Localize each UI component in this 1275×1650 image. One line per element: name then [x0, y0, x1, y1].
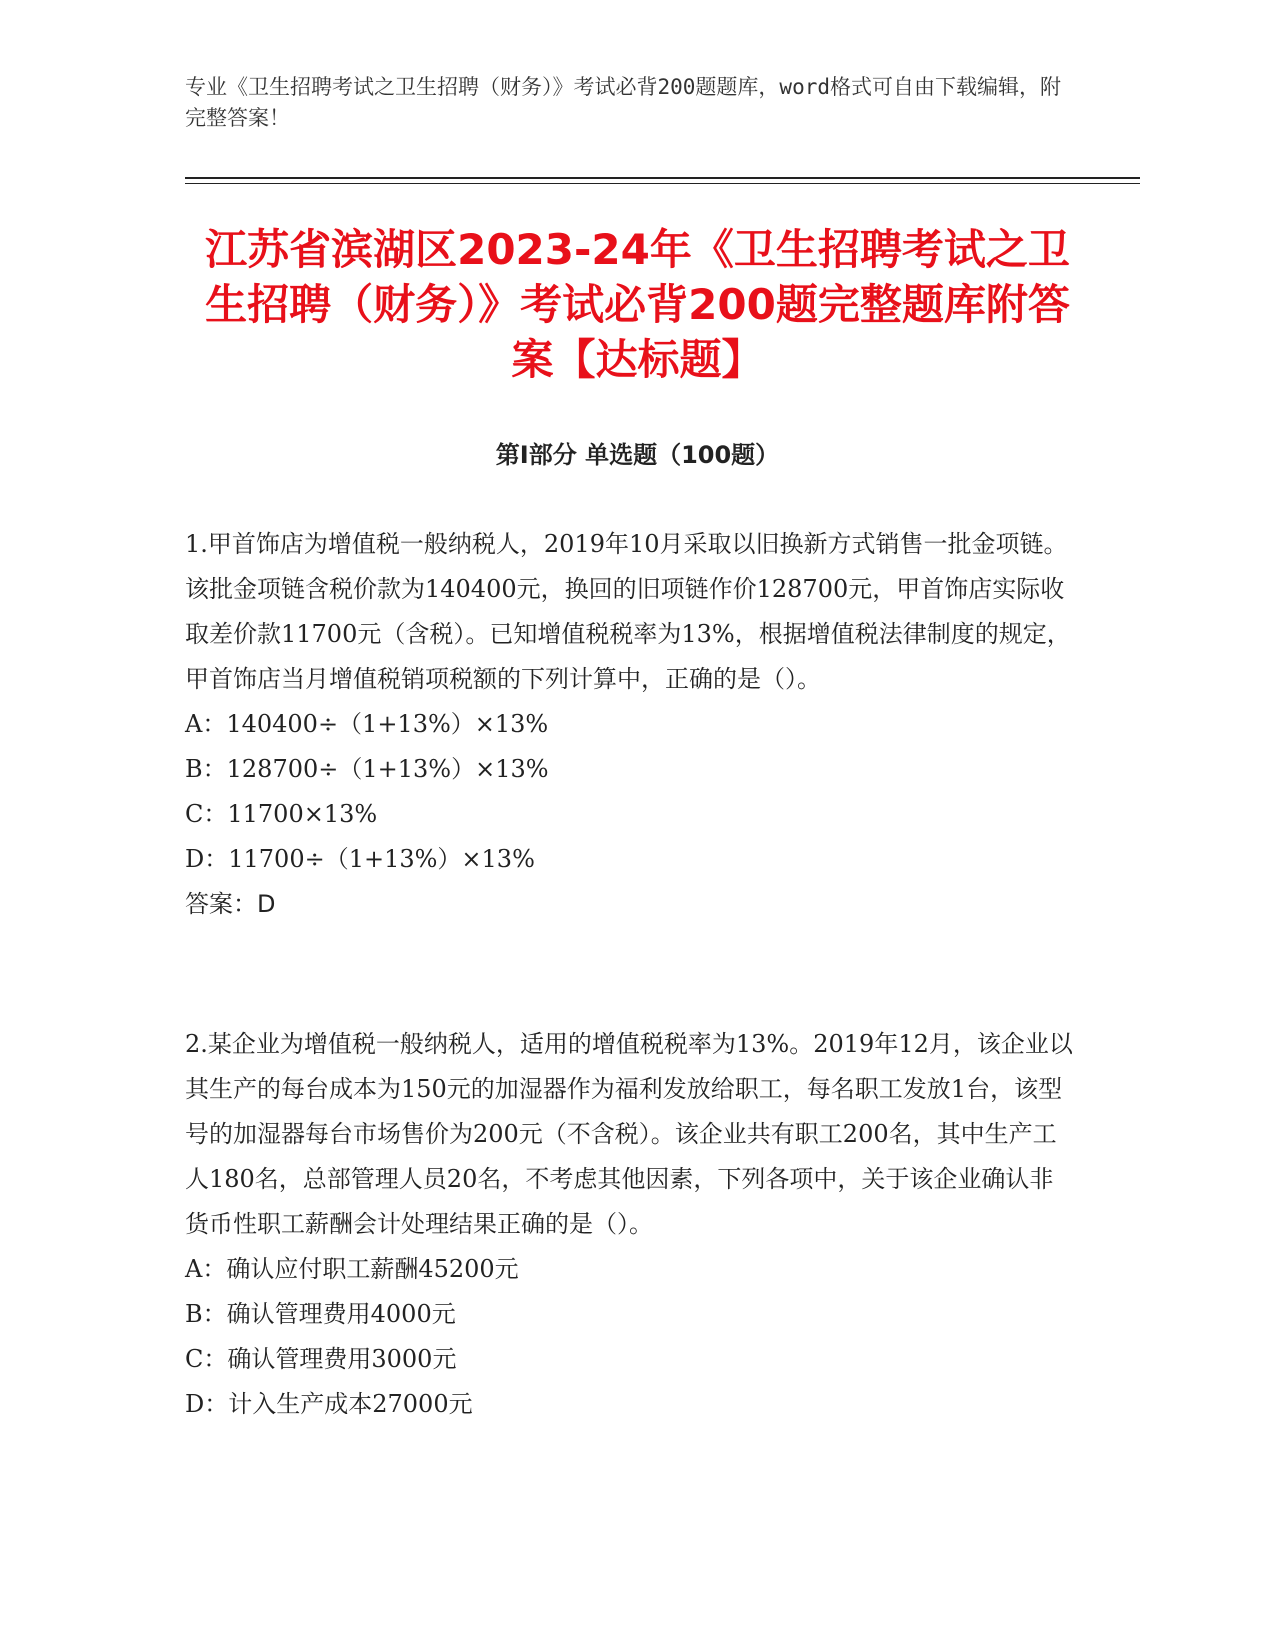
- option-a: A：140400÷（1+13%）×13%: [185, 710, 549, 738]
- header-divider: [185, 177, 1140, 179]
- option-b: B：128700÷（1+13%）×13%: [185, 755, 549, 783]
- section-title: 第I部分 单选题（100题）: [495, 441, 780, 469]
- option-d: D：计入生产成本27000元: [185, 1390, 473, 1418]
- document-title: 江苏省滨湖区2023-24年《卫生招聘考试之卫生招聘（财务）》考试必背200题完整题库附答案【达标题】: [205, 225, 1070, 384]
- option-a: A：确认应付职工薪酬45200元: [185, 1255, 519, 1283]
- option-b: B：确认管理费用4000元: [185, 1300, 456, 1328]
- question-stem: 1.甲首饰店为增值税一般纳税人，2019年10月采取以旧换新方式销售一批金项链。该批金项链含税价款为140400元，换回的旧项链作价128700元，甲首饰店实际收取差价款11700元（含税）。已知增值税税率为13%，根据增值税法律制度的规定，甲首饰店当月增值税销项税额的下列计算中，正确的是（）。: [185, 530, 1071, 693]
- header-note: 专业《卫生招聘考试之卫生招聘（财务）》考试必背200题题库，word格式可自由下载编辑，附完整答案！: [185, 75, 1061, 130]
- question-2: [185, 1022, 1075, 1427]
- question-1: [185, 522, 1075, 927]
- option-c: C：确认管理费用3000元: [185, 1345, 457, 1373]
- option-d: D：11700÷（1+13%）×13%: [185, 845, 535, 873]
- header-divider-thin: [185, 183, 1140, 184]
- answer: 答案：D: [185, 890, 276, 918]
- question-stem: 2.某企业为增值税一般纳税人，适用的增值税税率为13%。2019年12月，该企业以其生产的每台成本为150元的加湿器作为福利发放给职工，每名职工发放1台，该型号的加湿器每台市场售价为200元（不含税）。该企业共有职工200名，其中生产工人180名，总部管理人员20名，不考虑其他因素，下列各项中，关于该企业确认非货币性职工薪酬会计处理结果正确的是（）。: [185, 1030, 1073, 1238]
- option-c: C：11700×13%: [185, 800, 378, 828]
